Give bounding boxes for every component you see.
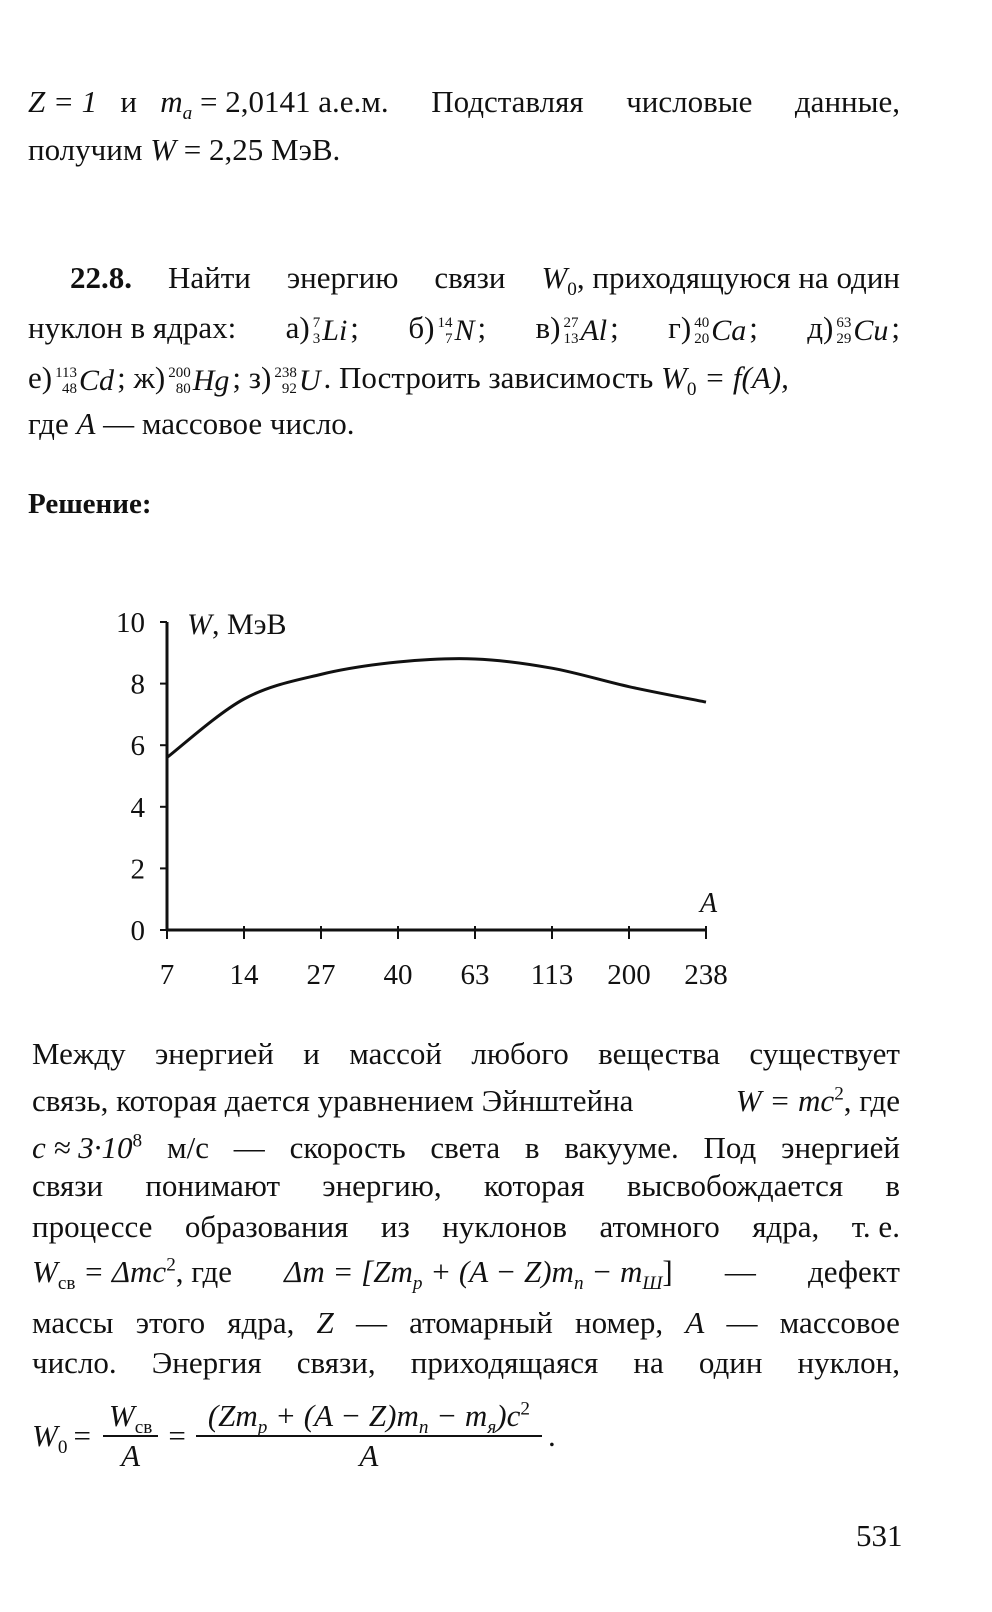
problem-number: 22.8. <box>70 260 132 295</box>
fraction-1: $\frac{W_{св}}{A}$ <box>103 1397 158 1475</box>
nuclide-n: 14 7 N <box>437 313 475 347</box>
body-line-7: массы этого ядра, Z — атомарный номер, A — массовое <box>32 1305 900 1340</box>
nuclide-al: 27 13 Al <box>563 313 608 347</box>
solution-heading: Решение: <box>28 488 152 520</box>
nuclide-cu: 63 29 Cu <box>836 313 889 347</box>
y-tick-label: 4 <box>130 791 145 824</box>
equation-w0: $W_0$ = $\frac{W_{св}}{A}$ = $\frac{(Zm_p + (A - Z)m_n - m_я)c^2}{A}$ . <box>32 1398 556 1473</box>
fraction-2: $\frac{(Zm_p + (A - Z)m_n - m_я)c^2}{A}$ <box>196 1397 542 1475</box>
body-line-6: $W_{св} = \Delta mc^2$, где $\Delta m = [Zm_p + (A - Z)m_n - m_Ш]$ — дефект <box>32 1254 900 1295</box>
y-tick-label: 6 <box>130 730 145 763</box>
body-line-3: $c \approx 3\cdot 10^8$ м/с — скорость света в вакууме. Под энергией <box>32 1130 900 1165</box>
x-tick-label: 113 <box>530 959 574 991</box>
nuclide-li: 7 3 Li <box>312 313 348 347</box>
body-line-2: связь, которая дается уравнением Эйнштейна $W = mc^2$, где <box>32 1083 900 1118</box>
body-line-5: процессе образования из нуклонов атомного ядра, т. е. <box>32 1209 900 1244</box>
x-tick-label: 63 <box>460 959 490 991</box>
y-tick-label: 10 <box>116 607 145 639</box>
nuclide-ca: 40 20 Ca <box>694 313 747 347</box>
y-tick-label: 0 <box>130 915 145 947</box>
x-axis-label: A <box>700 888 718 919</box>
body-line-1: Между энергией и массой любого вещества существует <box>32 1036 900 1071</box>
intro-line-1: Z = 1 и $m_a = 2,0141$ а.е.м. Подставляя числовые данные, <box>28 84 900 125</box>
body-line-8: число. Энергия связи, приходящаяся на один нуклон, <box>32 1345 900 1380</box>
body-line-4: связи понимают энергию, которая высвобождается в <box>32 1168 900 1203</box>
binding-energy-curve <box>167 659 706 758</box>
x-tick-label: 200 <box>607 959 651 991</box>
problem-line-4: где A — массовое число. <box>28 406 355 441</box>
problem-line-1: 22.8. Найти энергию связи $W_0$, приходящуюся на один <box>70 260 900 301</box>
problem-line-2: нуклон в ядрах: а) 7 3 Li ; б) 14 7 N ; в) 27 13 Al ; г) 40 20 Ca ; д) 63 29 Cu ; <box>28 308 900 351</box>
x-tick-label: 238 <box>684 959 728 991</box>
problem-line-3: е) 113 48 Cd ; ж) 200 80 Hg ; з) 238 92 U . Построить зависимость $W_0 = f(A)$, <box>28 360 789 401</box>
y-tick-label: 2 <box>130 853 145 886</box>
nuclide-cd: 113 48 Cd <box>55 363 115 397</box>
nuclide-u: 238 92 U <box>274 363 321 397</box>
page-number: 531 <box>856 1518 903 1553</box>
intro-line-2: получим W = 2,25 МэВ. <box>28 132 341 167</box>
x-tick-label: 27 <box>306 959 336 991</box>
y-tick-label: 8 <box>130 668 145 701</box>
x-tick-label: 40 <box>383 959 413 991</box>
x-tick-label: 14 <box>229 959 259 991</box>
x-tick-label: 7 <box>159 959 175 991</box>
nuclide-hg: 200 80 Hg <box>168 363 230 397</box>
y-axis-label: W, МэВ <box>187 608 287 641</box>
